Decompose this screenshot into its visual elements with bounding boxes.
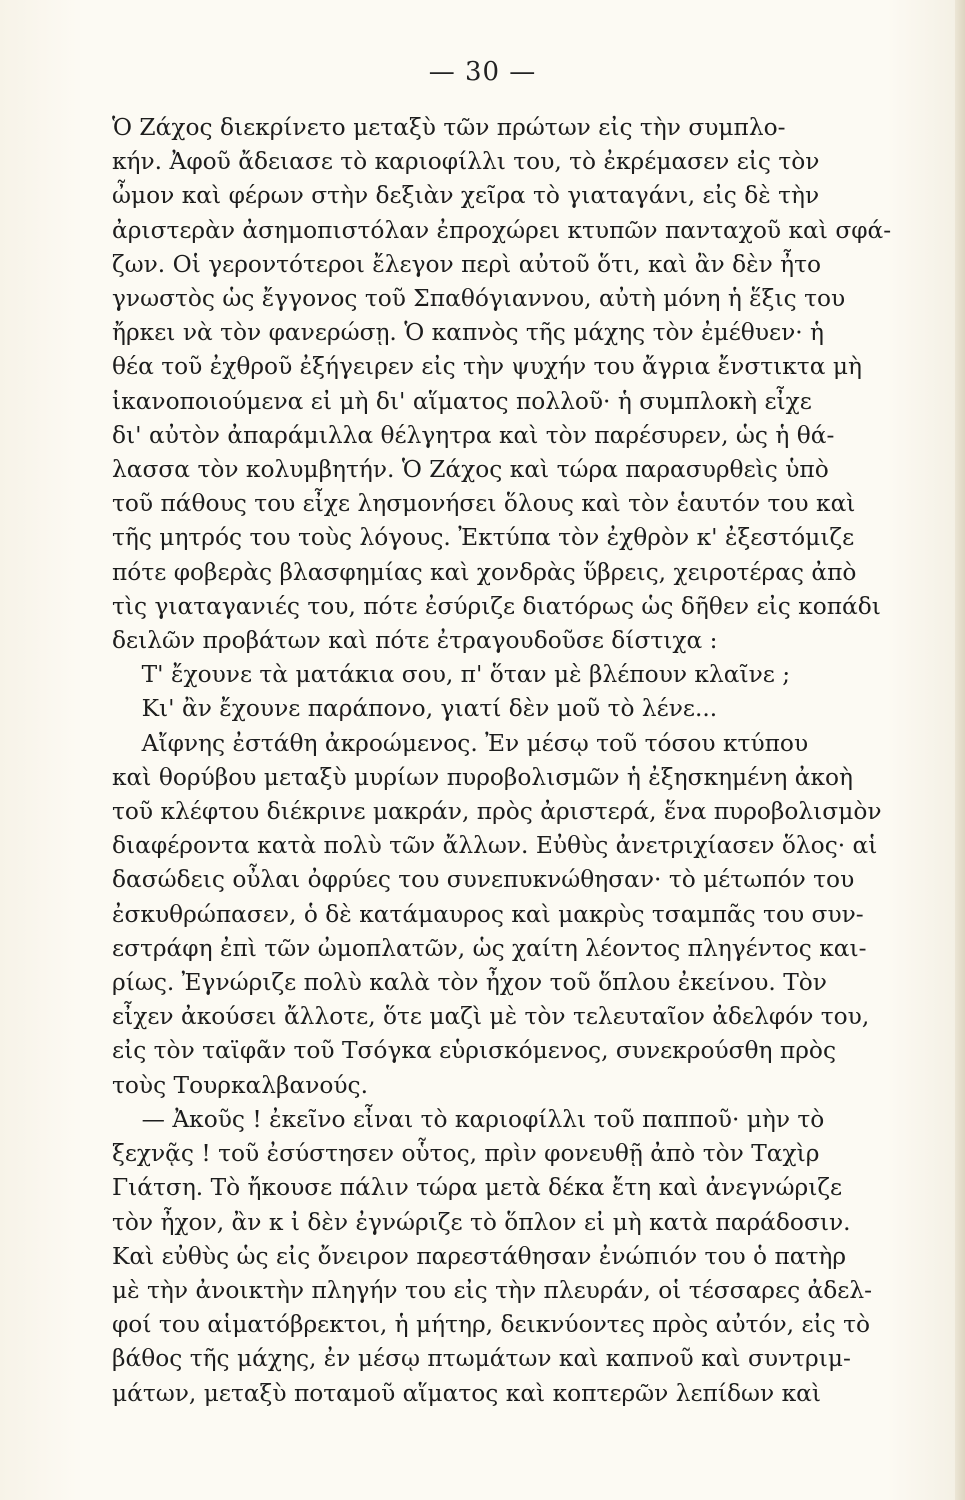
text-line: διαφέροντα κατὰ πολὺ τῶν ἄλλων. Εὐθὺς ἀνετριχίασεν ὅλος· αἱ xyxy=(112,832,878,860)
text-line: Τ' ἔχουνε τὰ ματάκια σου, π' ὅταν μὲ βλέπουν κλαῖνε ; xyxy=(112,661,791,689)
text-line: Καὶ εὐθὺς ὡς εἰς ὄνειρον παρεστάθησαν ἐνώπιόν του ὁ πατὴρ xyxy=(112,1242,847,1270)
text-line: ζων. Οἱ γεροντότεροι ἔλεγον περὶ αὐτοῦ ὅτι, καὶ ἂν δὲν ἦτο xyxy=(112,250,822,278)
text-line: δασώδεις οὖλαι ὀφρύες του συνεπυκνώθησαν· τὸ μέτωπόν του xyxy=(112,866,855,894)
text-line: τοῦ κλέφτου διέκρινε μακράν, πρὸς ἀριστερά, ἕνα πυροβολισμὸν xyxy=(112,798,882,826)
page-number: — 30 — xyxy=(428,57,537,87)
text-line: λασσα τὸν κολυμβητήν. Ὁ Ζάχος καὶ τώρα παρασυρθεὶς ὑπὸ xyxy=(112,456,829,484)
text-line: τοῦ πάθους του εἶχε λησμονήσει ὅλους καὶ τὸν ἑαυτόν του καὶ xyxy=(112,490,856,518)
text-line: εστράφη ἐπὶ τῶν ὠμοπλατῶν, ὡς χαίτη λέοντος πληγέντος και- xyxy=(112,934,867,962)
text-line: μὲ τὴν ἀνοικτὴν πληγήν του εἰς τὴν πλευράν, οἱ τέσσαρες ἀδελ- xyxy=(112,1276,872,1304)
text-line: ἀριστερὰν ἀσημοπιστόλαν ἐπροχώρει κτυπῶν πανταχοῦ καὶ σφά- xyxy=(112,216,892,244)
text-line: τὸν ἦχον, ἂν κ ἰ δὲν ἐγνώριζε τὸ ὅπλον εἰ μὴ κατὰ παράδοσιν. xyxy=(112,1208,851,1236)
text-line: εἰς τὸν ταϊφᾶν τοῦ Τσόγκα εὑρισκόμενος, συνεκρούσθη πρὸς xyxy=(112,1037,837,1065)
text-line: φοί του αἱματόβρεκτοι, ἡ μήτηρ, δεικνύοντες πρὸς αὐτόν, εἰς τὸ xyxy=(112,1311,871,1339)
text-line: ἐσκυθρώπασεν, ὁ δὲ κατάμαυρος καὶ μακρὺς τσαμπᾶς του συν- xyxy=(112,900,864,928)
text-line: μάτων, μεταξὺ ποταμοῦ αἵματος καὶ κοπτερῶν λεπίδων καὶ xyxy=(112,1379,822,1407)
text-line: ἤρκει νὰ τὸν φανερώσῃ. Ὁ καπνὸς τῆς μάχης τὸν ἐμέθυεν· ἡ xyxy=(112,319,824,347)
text-line: κήν. Ἀφοῦ ἄδειασε τὸ καριοφίλλι του, τὸ ἐκρέμασεν εἰς τὸν xyxy=(112,148,820,176)
text-line: Γιάτση. Τὸ ἤκουσε πάλιν τώρα μετὰ δέκα ἔτη καὶ ἀνεγνώριζε xyxy=(112,1174,843,1202)
text-line: Αἴφνης ἐστάθη ἀκροώμενος. Ἐν μέσῳ τοῦ τόσου κτύπου xyxy=(112,729,809,757)
text-line: δι' αὐτὸν ἀπαράμιλλα θέλγητρα καὶ τὸν παρέσυρεν, ὡς ἡ θά- xyxy=(112,421,835,449)
text-line: εἶχεν ἀκούσει ἄλλοτε, ὅτε μαζὶ μὲ τὸν τελευταῖον ἀδελφόν του, xyxy=(112,1003,870,1031)
text-line: καὶ θορύβου μεταξὺ μυρίων πυροβολισμῶν ἡ ἐξησκημένη ἀκοὴ xyxy=(112,763,854,791)
text-line: δειλῶν προβάτων καὶ πότε ἐτραγουδοῦσε δίστιχα : xyxy=(112,627,718,655)
text-line: ὦμον καὶ φέρων στὴν δεξιὰν χεῖρα τὸ γιαταγάνι, εἰς δὲ τὴν xyxy=(112,182,820,210)
body-text xyxy=(112,111,892,1411)
text-line: Κι' ἂν ἔχουνε παράπονο, γιατί δὲν μοῦ τὸ λένε... xyxy=(112,695,718,723)
page-edge xyxy=(955,0,965,1500)
text-line: πότε φοβερὰς βλασφημίας καὶ χονδρὰς ὕβρεις, χειροτέρας ἀπὸ xyxy=(112,558,857,586)
text-line: τῆς μητρός του τοὺς λόγους. Ἐκτύπα τὸν ἐχθρὸν κ' ἐξεστόμιζε xyxy=(112,524,855,552)
text-line: ρίως. Ἐγνώριζε πολὺ καλὰ τὸν ἦχον τοῦ ὅπλου ἐκείνου. Τὸν xyxy=(112,969,827,997)
text-line: — Ἀκοῦς ! ἐκεῖνο εἶναι τὸ καριοφίλλι τοῦ παπποῦ· μὴν τὸ xyxy=(112,1105,825,1133)
text-line: γνωστὸς ὡς ἔγγονος τοῦ Σπαθόγιαννου, αὐτὴ μόνη ἡ ἕξις του xyxy=(112,285,846,313)
text-line: ἱκανοποιούμενα εἰ μὴ δι' αἵματος πολλοῦ· ἡ συμπλοκὴ εἶχε xyxy=(112,387,812,415)
text-line: τὶς γιαταγανιές του, πότε ἐσύριζε διατόρως ὡς δῆθεν εἰς κοπάδι xyxy=(112,592,881,620)
text-line: ξεχνᾷς ! τοῦ ἐσύστησεν οὗτος, πρὶν φονευθῇ ἀπὸ τὸν Ταχὶρ xyxy=(112,1140,820,1168)
text-line: θέα τοῦ ἐχθροῦ ἐξήγειρεν εἰς τὴν ψυχήν του ἄγρια ἔνστικτα μὴ xyxy=(112,353,862,381)
text-line: τοὺς Τουρκαλβανούς. xyxy=(112,1071,369,1099)
text-line: Ὁ Ζάχος διεκρίνετο μεταξὺ τῶν πρώτων εἰς τὴν συμπλο- xyxy=(112,114,786,141)
text-line: βάθος τῆς μάχης, ἐν μέσῳ πτωμάτων καὶ καπνοῦ καὶ συντριμ- xyxy=(112,1345,851,1373)
